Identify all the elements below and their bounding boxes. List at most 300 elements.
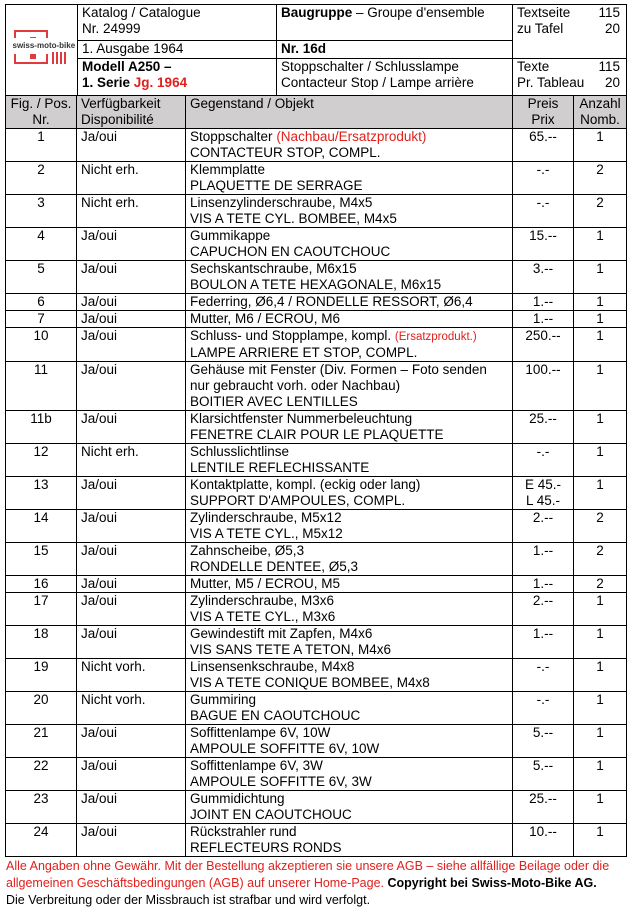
text-page-cell bbox=[513, 5, 627, 59]
price: 25.-- bbox=[529, 791, 557, 806]
availability-cell bbox=[77, 659, 186, 692]
table-row bbox=[6, 725, 627, 758]
qty-cell bbox=[574, 129, 627, 162]
availability-cell bbox=[77, 362, 186, 411]
group-label: Baugruppe bbox=[281, 5, 353, 20]
availability: Ja/oui bbox=[81, 593, 118, 608]
availability-cell bbox=[77, 195, 186, 228]
availability-cell bbox=[77, 162, 186, 195]
replacement-note: (Ersatzprodukt.) bbox=[394, 331, 477, 343]
object-name-fr: PLAQUETTE DE SERRAGE bbox=[190, 178, 363, 193]
availability: Ja/oui bbox=[81, 626, 118, 641]
qty-cell bbox=[574, 692, 627, 725]
pos-cell bbox=[6, 477, 77, 510]
table-row bbox=[6, 328, 627, 362]
quantity: 1 bbox=[596, 362, 604, 377]
object-name-fr: VIS A TETE CYL., M5x12 bbox=[190, 526, 343, 541]
table-row bbox=[6, 824, 627, 857]
availability-cell bbox=[77, 444, 186, 477]
position-number: 4 bbox=[37, 228, 45, 243]
object-name-de: Gehäuse mit Fenster (Div. Formen – Foto senden nur gebraucht vorh. oder Nachbau) bbox=[190, 362, 487, 393]
object-name-de: Zylinderschraube, M5x12 bbox=[190, 510, 342, 525]
table-row bbox=[6, 659, 627, 692]
qty-cell bbox=[574, 311, 627, 328]
position-number: 10 bbox=[33, 328, 49, 343]
price: -.- bbox=[536, 195, 550, 210]
table-row bbox=[6, 510, 627, 543]
quantity: 2 bbox=[596, 195, 604, 210]
object-name-fr: BOULON A TETE HEXAGONALE, M6x15 bbox=[190, 277, 442, 292]
qty-cell bbox=[574, 444, 627, 477]
qty-cell bbox=[574, 824, 627, 857]
price: 10.-- bbox=[529, 824, 557, 839]
price-cell bbox=[513, 261, 574, 294]
price: 250.-- bbox=[525, 328, 561, 343]
position-number: 12 bbox=[33, 444, 49, 459]
price: 1.-- bbox=[532, 311, 554, 326]
table-row bbox=[6, 129, 627, 162]
table-row bbox=[6, 593, 627, 626]
position-number: 3 bbox=[37, 195, 45, 210]
pos-cell bbox=[6, 328, 77, 362]
object-name-fr: SUPPORT D'AMPOULES, COMPL. bbox=[190, 493, 406, 508]
object-name-de: Schluss- und Stopplampe, kompl. bbox=[190, 328, 395, 343]
pos-cell bbox=[6, 362, 77, 411]
object-cell bbox=[186, 129, 513, 162]
price: 100.-- bbox=[525, 362, 561, 377]
object-name-fr: BAGUE EN CAOUTCHOUC bbox=[190, 708, 361, 723]
price-cell bbox=[513, 543, 574, 576]
price: -.- bbox=[536, 162, 550, 177]
availability-cell bbox=[77, 692, 186, 725]
pr-tableau-label: Pr. Tableau bbox=[517, 75, 585, 90]
price: 65.-- bbox=[529, 129, 557, 144]
price-cell bbox=[513, 195, 574, 228]
object-name-de: Klemmplatte bbox=[190, 162, 266, 177]
object-cell bbox=[186, 261, 513, 294]
texte-value: 115 bbox=[598, 59, 620, 74]
qty-cell bbox=[574, 328, 627, 362]
availability: Ja/oui bbox=[81, 129, 118, 144]
table-row bbox=[6, 411, 627, 444]
qty-cell bbox=[574, 261, 627, 294]
availability-cell bbox=[77, 576, 186, 593]
position-number: 2 bbox=[37, 162, 45, 177]
group-title-fr: Contacteur Stop / Lampe arrière bbox=[281, 75, 474, 90]
price: -.- bbox=[536, 692, 550, 707]
object-name-de: Gummikappe bbox=[190, 228, 271, 243]
qty-cell bbox=[574, 362, 627, 411]
pos-cell bbox=[6, 228, 77, 261]
object-name-de: Zahnscheibe, Ø5,3 bbox=[190, 543, 305, 558]
availability: Nicht erh. bbox=[81, 195, 139, 210]
object-cell bbox=[186, 692, 513, 725]
object-name-de: Linsenzylinderschraube, M4x5 bbox=[190, 195, 373, 210]
object-cell bbox=[186, 328, 513, 362]
zu-tafel-value: 20 bbox=[604, 21, 620, 36]
object-cell bbox=[186, 543, 513, 576]
object-name-de: Gummidichtung bbox=[190, 791, 285, 806]
quantity: 2 bbox=[596, 162, 604, 177]
object-cell bbox=[186, 444, 513, 477]
availability-cell bbox=[77, 725, 186, 758]
quantity: 1 bbox=[596, 824, 604, 839]
catalog-label: Katalog / Catalogue bbox=[82, 5, 201, 20]
table-row bbox=[6, 692, 627, 725]
price-cell bbox=[513, 477, 574, 510]
qty-cell bbox=[574, 758, 627, 791]
price-cell bbox=[513, 791, 574, 824]
object-name-de: Soffittenlampe 6V, 10W bbox=[190, 725, 331, 740]
object-name-fr: REFLECTEURS RONDS bbox=[190, 840, 342, 855]
price-cell bbox=[513, 162, 574, 195]
quantity: 1 bbox=[596, 328, 604, 343]
qty-cell bbox=[574, 791, 627, 824]
object-cell bbox=[186, 162, 513, 195]
pos-cell bbox=[6, 692, 77, 725]
position-number: 18 bbox=[33, 626, 49, 641]
availability: Ja/oui bbox=[81, 362, 118, 377]
quantity: 1 bbox=[596, 411, 604, 426]
table-header-row bbox=[6, 96, 627, 129]
object-cell bbox=[186, 725, 513, 758]
catalog-number: Nr. 24999 bbox=[82, 21, 141, 36]
object-name-fr: RONDELLE DENTEE, Ø5,3 bbox=[190, 559, 359, 574]
quantity: 1 bbox=[596, 294, 604, 309]
pos-cell bbox=[6, 659, 77, 692]
quantity: 2 bbox=[596, 543, 604, 558]
quantity: 1 bbox=[596, 129, 604, 144]
object-name-de: Rückstrahler rund bbox=[190, 824, 297, 839]
object-name-de: Gewindestift mit Zapfen, M4x6 bbox=[190, 626, 373, 641]
availability-cell bbox=[77, 328, 186, 362]
object-name-de: Sechskantschraube, M6x15 bbox=[190, 261, 357, 276]
group-number: Nr. 16d bbox=[277, 41, 513, 59]
disclaimer: Alle Angaben ohne Gewähr. Mit der Bestellung akzeptieren sie unsere AGB – siehe allfällige Beilage oder die allgemeinen Geschäftsbedingungen (AGB) auf unserer Home-Page. bbox=[6, 859, 610, 890]
pos-cell bbox=[6, 791, 77, 824]
texte-label: Texte bbox=[517, 59, 550, 74]
table-row bbox=[6, 311, 627, 328]
object-name-fr: VIS A TETE CYL., M3x6 bbox=[190, 609, 336, 624]
quantity: 1 bbox=[596, 477, 604, 492]
pos-cell bbox=[6, 311, 77, 328]
table-row bbox=[6, 758, 627, 791]
availability-cell bbox=[77, 510, 186, 543]
copyright: Copyright bei Swiss-Moto-Bike AG. bbox=[384, 876, 597, 890]
object-cell bbox=[186, 824, 513, 857]
pos-cell bbox=[6, 543, 77, 576]
object-name-fr: JOINT EN CAOUTCHOUC bbox=[190, 807, 352, 822]
availability: Ja/oui bbox=[81, 311, 118, 326]
group-title-de: Stoppschalter / Schlusslampe bbox=[281, 59, 459, 74]
table-row bbox=[6, 477, 627, 510]
object-cell bbox=[186, 510, 513, 543]
availability-cell bbox=[77, 411, 186, 444]
price: 25.-- bbox=[529, 411, 557, 426]
price-cell bbox=[513, 692, 574, 725]
object-name-de: Mutter, M6 / ECROU, M6 bbox=[190, 311, 341, 326]
object-cell bbox=[186, 362, 513, 411]
availability-cell bbox=[77, 791, 186, 824]
col-qty-header: Anzahl Nomb. bbox=[574, 96, 627, 129]
object-name-de: Klarsichtfenster Nummerbeleuchtung bbox=[190, 411, 413, 426]
pos-cell bbox=[6, 725, 77, 758]
availability-cell bbox=[77, 758, 186, 791]
pos-cell bbox=[6, 444, 77, 477]
quantity: 1 bbox=[596, 626, 604, 641]
col-pos-header: Fig. / Pos. Nr. bbox=[6, 96, 77, 129]
price: 15.-- bbox=[529, 228, 557, 243]
quantity: 1 bbox=[596, 311, 604, 326]
price-cell bbox=[513, 593, 574, 626]
qty-cell bbox=[574, 593, 627, 626]
availability: Nicht erh. bbox=[81, 444, 139, 459]
object-name-de: Soffittenlampe 6V, 3W bbox=[190, 758, 323, 773]
pos-cell bbox=[6, 294, 77, 311]
catalog-sheet bbox=[5, 4, 626, 909]
object-name-de: Kontaktplatte, kompl. (eckig oder lang) bbox=[190, 477, 421, 492]
availability: Ja/oui bbox=[81, 261, 118, 276]
position-number: 5 bbox=[37, 261, 45, 276]
qty-cell bbox=[574, 477, 627, 510]
availability: Nicht vorh. bbox=[81, 692, 146, 707]
price-cell bbox=[513, 725, 574, 758]
price-cell bbox=[513, 510, 574, 543]
availability: Ja/oui bbox=[81, 228, 118, 243]
quantity: 1 bbox=[596, 228, 604, 243]
pos-cell bbox=[6, 162, 77, 195]
object-name-de: Zylinderschraube, M3x6 bbox=[190, 593, 335, 608]
table-row bbox=[6, 162, 627, 195]
object-cell bbox=[186, 294, 513, 311]
price-cell bbox=[513, 576, 574, 593]
price: 1.-- bbox=[532, 294, 554, 309]
availability: Ja/oui bbox=[81, 791, 118, 806]
table-row bbox=[6, 626, 627, 659]
position-number: 13 bbox=[33, 477, 49, 492]
price-cell bbox=[513, 294, 574, 311]
object-cell bbox=[186, 576, 513, 593]
availability-cell bbox=[77, 543, 186, 576]
quantity: 1 bbox=[596, 692, 604, 707]
position-number: 1 bbox=[37, 129, 45, 144]
object-cell bbox=[186, 659, 513, 692]
price: 2.-- bbox=[532, 593, 554, 608]
availability-cell bbox=[77, 626, 186, 659]
object-name-de: Gummiring bbox=[190, 692, 257, 707]
quantity: 1 bbox=[596, 791, 604, 806]
group-title-cell bbox=[277, 59, 513, 96]
position-number: 21 bbox=[33, 725, 49, 740]
availability: Ja/oui bbox=[81, 725, 118, 740]
availability: Ja/oui bbox=[81, 411, 118, 426]
price-cell bbox=[513, 824, 574, 857]
position-number: 24 bbox=[33, 824, 49, 839]
availability: Ja/oui bbox=[81, 543, 118, 558]
table-row bbox=[6, 576, 627, 593]
availability: Nicht vorh. bbox=[81, 659, 146, 674]
series-year: Jg. 1964 bbox=[133, 75, 188, 90]
pos-cell bbox=[6, 411, 77, 444]
object-name-de: Federring, Ø6,4 / RONDELLE RESSORT, Ø6,4 bbox=[190, 294, 473, 309]
object-cell bbox=[186, 311, 513, 328]
qty-cell bbox=[574, 725, 627, 758]
price-cell bbox=[513, 328, 574, 362]
pos-cell bbox=[6, 593, 77, 626]
table-row bbox=[6, 294, 627, 311]
zu-tafel-label: zu Tafel bbox=[517, 21, 564, 36]
parts-table-body bbox=[6, 129, 627, 857]
group-cell bbox=[277, 5, 513, 41]
position-number: 7 bbox=[37, 311, 45, 326]
position-number: 11 bbox=[33, 362, 48, 377]
price-cell bbox=[513, 129, 574, 162]
model-name: Modell A250 – bbox=[82, 59, 172, 74]
position-number: 11b bbox=[30, 411, 52, 426]
object-name-fr: FENETRE CLAIR POUR LE PLAQUETTE bbox=[190, 427, 444, 442]
object-name-de: Linsensenkschraube, M4x8 bbox=[190, 659, 355, 674]
qty-cell bbox=[574, 294, 627, 311]
logo-text: swiss-moto-bike bbox=[12, 38, 77, 54]
footer bbox=[5, 858, 626, 909]
position-number: 17 bbox=[33, 593, 49, 608]
qty-cell bbox=[574, 659, 627, 692]
object-name-fr: VIS A TETE CONIQUE BOMBEE, M4x8 bbox=[190, 675, 430, 690]
textseite-value: 115 bbox=[598, 5, 620, 20]
pos-cell bbox=[6, 626, 77, 659]
qty-cell bbox=[574, 576, 627, 593]
model-cell bbox=[78, 59, 277, 96]
edition: 1. Ausgabe 1964 bbox=[78, 41, 277, 59]
availability: Ja/oui bbox=[81, 328, 118, 343]
availability-cell bbox=[77, 824, 186, 857]
price-cell bbox=[513, 444, 574, 477]
availability-cell bbox=[77, 593, 186, 626]
table-row bbox=[6, 195, 627, 228]
table-row bbox=[6, 228, 627, 261]
price-cell bbox=[513, 626, 574, 659]
legal-warning: Die Verbreitung oder der Missbrauch ist strafbar und wird verfolgt. bbox=[6, 893, 371, 907]
object-cell bbox=[186, 195, 513, 228]
object-name-fr: CAPUCHON EN CAOUTCHOUC bbox=[190, 244, 391, 259]
pos-cell bbox=[6, 758, 77, 791]
quantity: 1 bbox=[596, 725, 604, 740]
object-name-fr: CONTACTEUR STOP, COMPL. bbox=[190, 145, 381, 160]
qty-cell bbox=[574, 543, 627, 576]
replacement-note: (Nachbau/Ersatzprodukt) bbox=[276, 129, 427, 144]
pos-cell bbox=[6, 824, 77, 857]
object-cell bbox=[186, 228, 513, 261]
price: 5.-- bbox=[532, 758, 554, 773]
price-cell bbox=[513, 758, 574, 791]
qty-cell bbox=[574, 228, 627, 261]
pos-cell bbox=[6, 510, 77, 543]
object-name-fr: AMPOULE SOFFITTE 6V, 10W bbox=[190, 741, 380, 756]
availability-cell bbox=[77, 228, 186, 261]
object-name-fr: VIS SANS TETE A TETON, M4x6 bbox=[190, 642, 392, 657]
object-name-de: Stoppschalter bbox=[190, 129, 277, 144]
price: 3.-- bbox=[532, 261, 554, 276]
price-cell bbox=[513, 659, 574, 692]
object-name-fr: BOITIER AVEC LENTILLES bbox=[190, 394, 358, 409]
textseite-label: Textseite bbox=[517, 5, 571, 20]
quantity: 1 bbox=[596, 758, 604, 773]
group-label-fr: – Groupe d'ensemble bbox=[352, 5, 485, 20]
pos-cell bbox=[6, 576, 77, 593]
price-cell bbox=[513, 411, 574, 444]
availability: Nicht erh. bbox=[81, 162, 139, 177]
parts-table bbox=[5, 95, 627, 857]
price: E 45.- bbox=[524, 477, 562, 492]
availability: Ja/oui bbox=[81, 758, 118, 773]
availability-cell bbox=[77, 477, 186, 510]
quantity: 2 bbox=[596, 510, 604, 525]
object-name-fr: AMPOULE SOFFITTE 6V, 3W bbox=[190, 774, 372, 789]
availability: Ja/oui bbox=[81, 576, 118, 591]
object-cell bbox=[186, 411, 513, 444]
texte-cell bbox=[513, 59, 627, 96]
object-name-de: Schlusslichtlinse bbox=[190, 444, 290, 459]
position-number: 19 bbox=[33, 659, 49, 674]
series-label: 1. Serie bbox=[82, 75, 134, 90]
availability-cell bbox=[77, 261, 186, 294]
price: -.- bbox=[536, 659, 550, 674]
price: -.- bbox=[536, 444, 550, 459]
pos-cell bbox=[6, 261, 77, 294]
quantity: 1 bbox=[596, 261, 604, 276]
price-cell bbox=[513, 311, 574, 328]
price: 2.-- bbox=[532, 510, 554, 525]
object-name-fr: VIS A TETE CYL. BOMBEE, M4x5 bbox=[190, 211, 397, 226]
position-number: 6 bbox=[37, 294, 45, 309]
pr-tableau-value: 20 bbox=[604, 75, 620, 90]
qty-cell bbox=[574, 510, 627, 543]
table-row bbox=[6, 261, 627, 294]
position-number: 15 bbox=[33, 543, 49, 558]
price: 1.-- bbox=[532, 626, 554, 641]
position-number: 14 bbox=[33, 510, 49, 525]
availability: Ja/oui bbox=[81, 510, 118, 525]
object-cell bbox=[186, 626, 513, 659]
price-alt: L 45.- bbox=[525, 493, 561, 508]
object-name-fr: LAMPE ARRIERE ET STOP, COMPL. bbox=[190, 345, 418, 360]
table-row bbox=[6, 791, 627, 824]
qty-cell bbox=[574, 626, 627, 659]
availability-cell bbox=[77, 129, 186, 162]
quantity: 1 bbox=[596, 659, 604, 674]
price: 1.-- bbox=[532, 543, 554, 558]
table-row bbox=[6, 362, 627, 411]
quantity: 1 bbox=[596, 444, 604, 459]
position-number: 20 bbox=[33, 692, 49, 707]
object-cell bbox=[186, 477, 513, 510]
position-number: 22 bbox=[33, 758, 49, 773]
object-cell bbox=[186, 758, 513, 791]
catalog-number-cell bbox=[78, 5, 277, 41]
availability: Ja/oui bbox=[81, 477, 118, 492]
price-cell bbox=[513, 362, 574, 411]
col-availability-header: Verfügbarkeit Disponibilité bbox=[77, 96, 186, 129]
availability: Ja/oui bbox=[81, 294, 118, 309]
object-cell bbox=[186, 593, 513, 626]
col-price-header: Preis Prix bbox=[513, 96, 574, 129]
brand-logo bbox=[6, 5, 78, 96]
object-name-fr: LENTILE REFLECHISSANTE bbox=[190, 460, 370, 475]
pos-cell bbox=[6, 195, 77, 228]
availability-cell bbox=[77, 294, 186, 311]
price-cell bbox=[513, 228, 574, 261]
pos-cell bbox=[6, 129, 77, 162]
